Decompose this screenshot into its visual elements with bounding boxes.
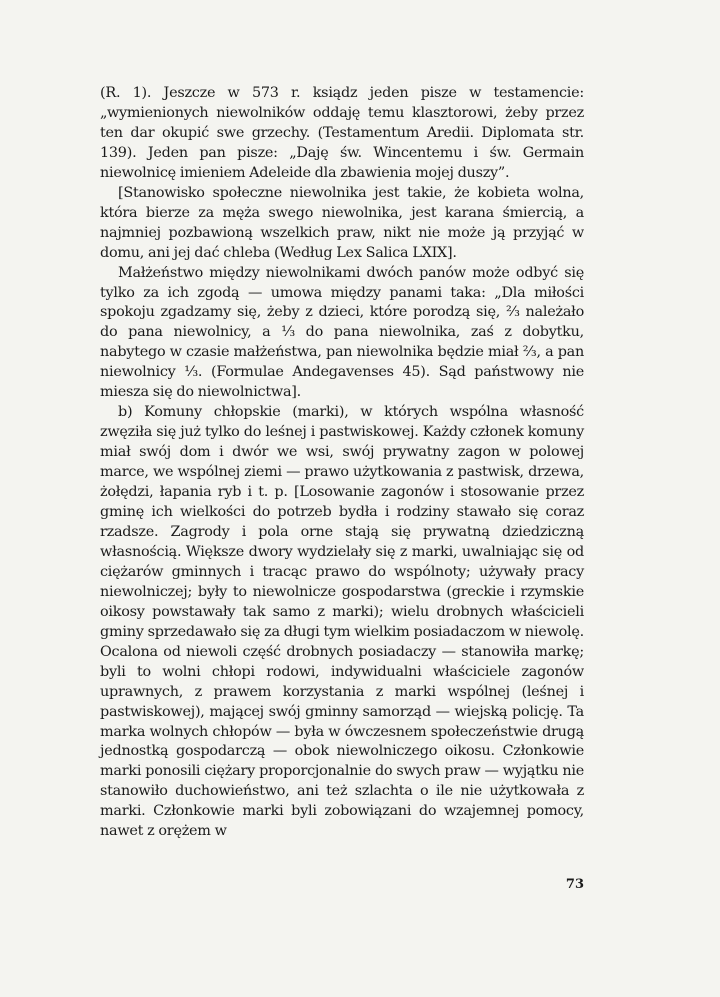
paragraph-peasant-communes: b) Komuny chłopskie (marki), w których wspólna własność zwęziła się już tylko do leśnej i pastwiskowej. Każdy członek komuny miał swój dom i dwór we wsi, swój prywatny zagon w polowej marce, we wspólnej ziemi — prawo użytkowania z pastwisk, drzewa, żołędzi, łapania ryb i t. p. [Losowanie zagonów i stosowanie przez gminę ich wielkości do potrzeb bydła i rodziny stawało się coraz rzadsze. Zagrody i pola orne stają się prywatną dziedziczną własnością. Większe dwory wydzielały się z marki, uwalniając się od ciężarów gminnych i tracąc prawo do wspólnoty; używały pracy niewolniczej; były to niewolnicze gospodarstwa (greckie i rzymskie oikosy powstawały tak samo z marki); wielu drobnych właścicieli gminy sprzedawało się za długi tym wielkim posiadaczom w niewolę. Ocalona od niewoli część drobnych posiadaczy — stanowiła markę; byli to wolni chłopi rodowi, indywidualni właściciele zagonów uprawnych, z prawem korzystania z marki wspólnej (leśnej i pastwiskowej), mającej swój gminny samorząd — wiejską policję. Ta marka wolnych chłopów — była w ówczesnem społeczeństwie drugą jednostką gospodarczą — obok niewolniczego oikosu. Członkowie marki ponosili ciężary proporcjonalnie do swych praw — wyjątku nie stanowiło duchowieństwo, ani też szlachta o ile nie użytkowała z marki. Członkowie marki byli zobowiązani do wzajemnej pomocy, nawet z orężem w (100, 404, 584, 840)
body-text (100, 84, 584, 842)
paragraph-marriage: Małżeństwo między niewolnikami dwóch panów może odbyć się tylko za ich zgodą — umowa między panami taka: „Dla miłości spokoju zgadzamy się, żeby z dzieci, które porodzą się, ⅔ należało do pana niewolnicy, a ⅓ do pana niewolnika, zaś z dobytku, nabytego w czasie małżeństwa, pan niewolnika będzie miał ⅔, a pan niewolnicy ⅓. (Formulae Andegavenses 45). Sąd państwowy nie miesza się do niewolnictwa]. (100, 264, 584, 401)
page-number: 73 (565, 877, 584, 892)
paragraph-testament: (R. 1). Jeszcze w 573 r. ksiądz jeden pisze w testamencie: „wymienionych niewolników oddaję temu klasztorowi, żeby przez ten dar okupić swe grzechy. (Testamentum Aredii. Diplomata str. 139). Jeden pan pisze: „Daję św. Wincentemu i św. Germain niewolnicę imieniem Adeleide dla zbawienia mojej duszy”. (100, 85, 584, 181)
paragraph-social-status: [Stanowisko społeczne niewolnika jest takie, że kobieta wolna, która bierze za męża swego niewolnika, jest karana śmiercią, a najmniej pozbawioną wszelkich praw, nikt nie może ją przyjąć w domu, ani jej dać chleba (Według Lex Salica LXIX]. (100, 184, 584, 261)
